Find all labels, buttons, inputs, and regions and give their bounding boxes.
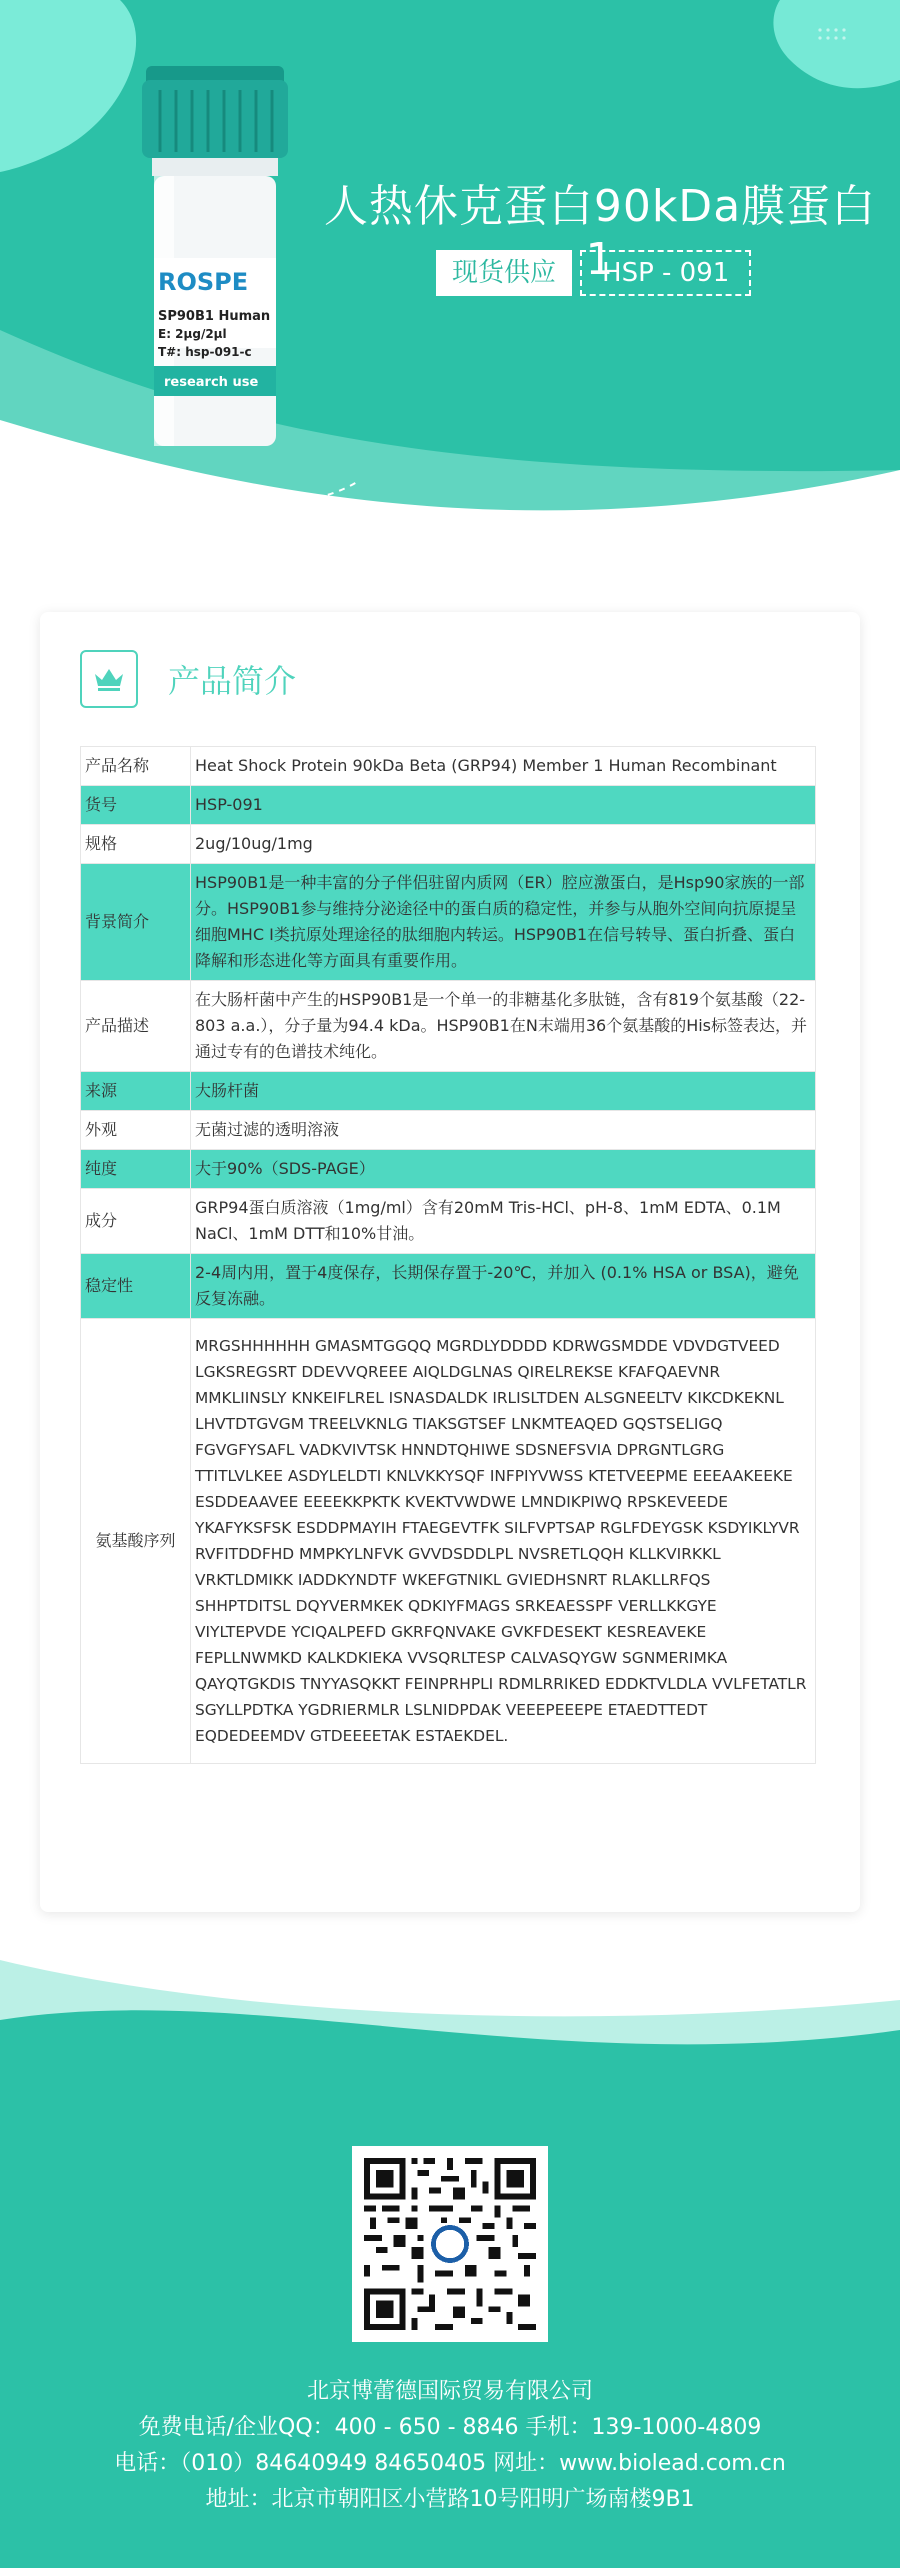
- spec-value: 大肠杆菌: [191, 1072, 816, 1111]
- spec-row: [81, 1111, 816, 1150]
- spec-value: 在大肠杆菌中产生的HSP90B1是一个单一的非糖基化多肽链，含有819个氨基酸（22-803 a.a.），分子量为94.4 kDa。HSP90B1在N末端用36个氨基酸的His标签表达，并通过专有的色谱技术纯化。: [191, 981, 816, 1072]
- spec-row: [81, 1072, 816, 1111]
- spec-key: 稳定性: [81, 1254, 191, 1319]
- vial-brand: ROSPE: [158, 268, 249, 296]
- spec-key: 规格: [81, 825, 191, 864]
- spec-key: 产品描述: [81, 981, 191, 1072]
- spec-value: GRP94蛋白质溶液（1mg/ml）含有20mM Tris-HCl、pH-8、1mM EDTA、0.1M NaCl、1mM DTT和10%甘油。: [191, 1189, 816, 1254]
- spec-row: [81, 786, 816, 825]
- vial-line1: SP90B1 Human: [158, 309, 271, 324]
- hero-banner: [0, 0, 900, 560]
- spec-value: HSP90B1是一种丰富的分子伴侣驻留内质网（ER）腔应激蛋白，是Hsp90家族的一部分。HSP90B1参与维持分泌途径中的蛋白质的稳定性，并参与从胞外空间向抗原提呈细胞MHC Ⅰ类抗原处理途径的肽细胞内转运。HSP90B1在信号转导、蛋白折叠、蛋白降解和形态进化等方面具有重要作用。: [191, 864, 816, 981]
- spec-value: 2ug/10ug/1mg: [191, 825, 816, 864]
- card-title: 产品简介: [168, 662, 297, 700]
- product-info-card: [40, 612, 860, 1912]
- qr-code: [352, 2146, 548, 2342]
- spec-key: 外观: [81, 1111, 191, 1150]
- spec-row: [81, 981, 816, 1072]
- vial-line2: E: 2μg/2μl: [158, 327, 227, 341]
- spec-key: 成分: [81, 1189, 191, 1254]
- page-title: 人热休克蛋白90kDa膜蛋白1: [323, 181, 877, 285]
- sequence-value: MRGSHHHHHH GMASMTGGQQ MGRDLYDDDD KDRWGSMDDE VDVDGTVEED LGKSREGSRT DDEVVQREEE AIQLDGLNAS QIRELREKSE KFAFQAEVNR MMKLIINSLY KNKEIFLREL ISNASDALDK IRLISLTDEN ALSGNEELTV KIKCDKEKNL LHVTDTGVGM TREELVKNLG TIAKSGTSEF LNKMTEAQED GQSTSELIGQ FGVGFYSAFL VADKVIVTSK HNNDTQHIWE SDSNEFSVIA DPRGNTLGRG TTITLVLKEE ASDYLELDTI KNLVKKYSQF INFPIYVWSS KTETVEEPME EEEAAKEEKE ESDDEAAVEE EEEEKKPKTK KVEKTVWDWE LMNDIKPIWQ RPSKEVEEDE YKAFYKSFSK ESDDPMAYIH FTAEGEVTFK SILFVPTSAP RGLFDEYGSK KSDYIKLYVR RVFITDDFHD MMPKYLNFVK GVVDSDDLPL NVSRETLQQH KLLKVIRKKL VRKTLDMIKK IADDKYNDTF WKEFGTNIKL GVIEDHSNRT RLAKLLRFQS SHHPTDITSL DQYVERMKEK QDKIYFMAGS SRKEAESSPF VERLLKKGYE VIYLTEPVDE YCIQALPEFD GKRFQNVAKE GVKFDESEKT KESREAVEKE FEPLLNWMKD KALKDKIEKA VVSQRLTESP CALVASQYGW SGNMERIMKA QAYQTGKDIS TNYYASQKKT FEINPRHPLI RDMLRRIKED EDDKTVLDLA VVLFETATLR SGYLLPDTKA YGDRIERMLR LSLNIDPDAK VEEEPEEEPE ETAEDTTEDT EQDEDEEMDV GTDEEEETAK ESTAEKDEL.: [191, 1319, 816, 1764]
- stock-badge: 现货供应: [436, 250, 572, 296]
- spec-value: 大于90%（SDS-PAGE）: [191, 1150, 816, 1189]
- contact-address: 地址：北京市朝阳区小营路10号阳明广场南楼9B1: [205, 2487, 695, 2512]
- spec-key: 来源: [81, 1072, 191, 1111]
- spec-row-sequence: [81, 1319, 816, 1764]
- company-name: 北京博蕾德国际贸易有限公司: [306, 2379, 593, 2404]
- tag-row: [436, 250, 751, 296]
- spec-row: [81, 1254, 816, 1319]
- product-vial-image: [140, 58, 290, 458]
- sequence-key: 氨基酸序列: [81, 1319, 191, 1764]
- spec-row: [81, 864, 816, 981]
- spec-key: 产品名称: [81, 747, 191, 786]
- spec-key: 纯度: [81, 1150, 191, 1189]
- vial-band: research use: [164, 375, 259, 390]
- product-code-badge: HSP - 091: [580, 250, 751, 296]
- spec-value: HSP-091: [191, 786, 816, 825]
- spec-table: [80, 746, 816, 1764]
- contact-tel-web: 电话：（010）84640949 84650405 网址：www.biolead.com.cn: [114, 2451, 786, 2476]
- footer-info: [0, 2374, 900, 2518]
- spec-row: [81, 825, 816, 864]
- spec-row: [81, 1150, 816, 1189]
- contact-phones: 免费电话/企业QQ：400 - 650 - 8846 手机：139-1000-4809: [138, 2415, 762, 2440]
- spec-row: [81, 747, 816, 786]
- vial-line3: T#: hsp-091-c: [158, 345, 252, 359]
- spec-value: 2-4周内用，置于4度保存，长期保存置于-20℃，并加入 (0.1% HSA or BSA)，避免反复冻融。: [191, 1254, 816, 1319]
- spec-value: Heat Shock Protein 90kDa Beta (GRP94) Member 1 Human Recombinant: [191, 747, 816, 786]
- spec-key: 货号: [81, 786, 191, 825]
- spec-value: 无菌过滤的透明溶液: [191, 1111, 816, 1150]
- spec-row: [81, 1189, 816, 1254]
- spec-key: 背景简介: [81, 864, 191, 981]
- crown-icon: [80, 650, 138, 708]
- footer: [0, 1960, 900, 2568]
- card-header: [80, 650, 296, 708]
